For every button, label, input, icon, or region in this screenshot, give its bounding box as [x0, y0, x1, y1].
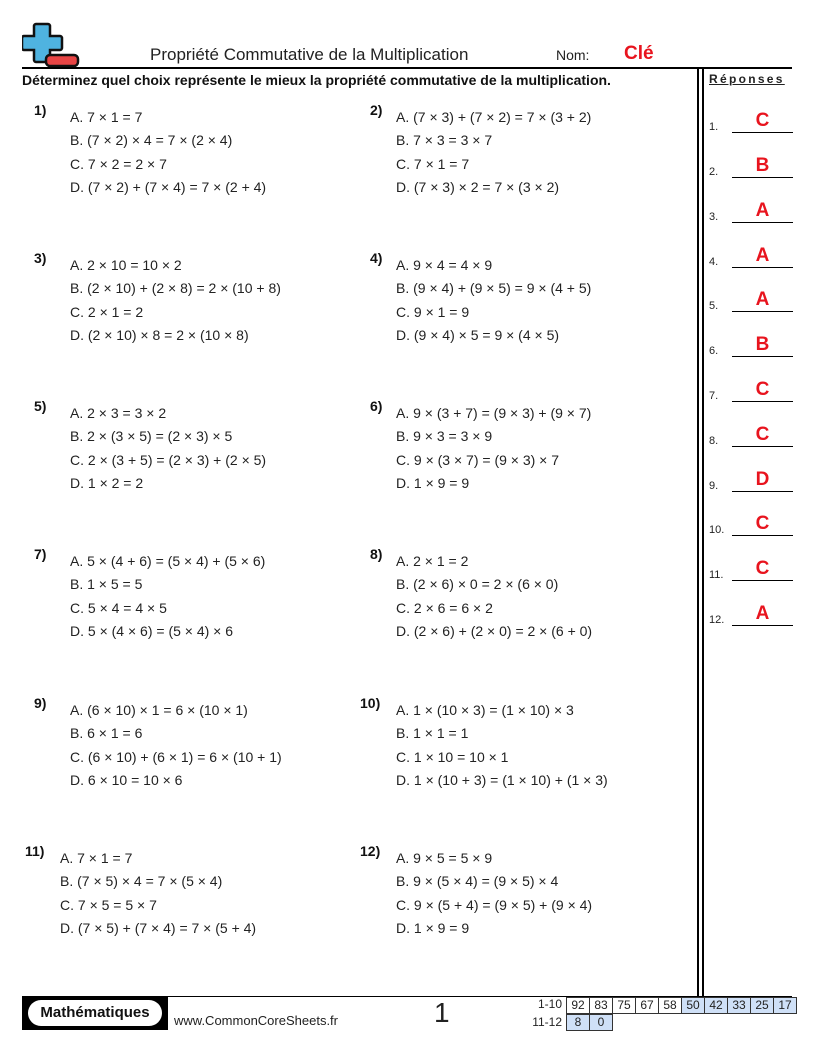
answer-6: 6. B	[709, 327, 793, 357]
choice-c: C. 7 × 5 = 5 × 7	[60, 896, 157, 913]
score-row-label: 11-12	[532, 1015, 562, 1029]
choice-b: B. 2 × (3 × 5) = (2 × 3) × 5	[70, 428, 233, 445]
score-cell: 83	[589, 997, 613, 1014]
answer-value: A	[755, 245, 770, 266]
choice-b: B. (7 × 2) × 4 = 7 × (2 × 4)	[70, 132, 233, 149]
choice-a: A. 9 × 4 = 4 × 9	[396, 257, 493, 273]
answer-10: 10. C	[709, 506, 793, 536]
answer-3: 3. A	[709, 193, 793, 223]
answer-11: 11. C	[709, 551, 793, 581]
choice-a: A. 2 × 10 = 10 × 2	[70, 257, 182, 273]
choice-b: B. (2 × 10) + (2 × 8) = 2 × (10 + 8)	[70, 280, 281, 297]
score-row-label: 1-10	[537, 997, 562, 1011]
problem-number: 11)	[25, 843, 45, 859]
answer-line	[732, 132, 793, 133]
choice-b: B. (7 × 5) × 4 = 7 × (5 × 4)	[60, 873, 223, 890]
choice-a: A. 9 × (3 + 7) = (9 × 3) + (9 × 7)	[396, 405, 592, 421]
choice-a: A. (6 × 10) × 1 = 6 × (10 × 1)	[70, 702, 248, 718]
answer-line	[732, 267, 793, 268]
score-cell: 33	[727, 997, 751, 1014]
answer-value: C	[755, 558, 770, 579]
choice-c: C. 1 × 10 = 10 × 1	[396, 748, 509, 765]
choice-d: D. (7 × 5) + (7 × 4) = 7 × (5 + 4)	[60, 919, 257, 936]
problem-number: 2)	[370, 102, 383, 118]
answer-value: C	[755, 424, 770, 445]
subject-badge: Mathématiques	[28, 1000, 162, 1026]
choice-c: C. (6 × 10) + (6 × 1) = 6 × (10 + 1)	[70, 748, 282, 765]
answer-line	[732, 356, 793, 357]
score-cell: 50	[681, 997, 705, 1014]
answer-value: D	[755, 469, 770, 490]
choice-c: C. 7 × 1 = 7	[396, 155, 470, 172]
score-cell: 0	[589, 1014, 613, 1031]
problem-number: 6)	[370, 398, 383, 414]
answer-line	[732, 446, 793, 447]
answer-12: 12. A	[709, 596, 793, 626]
answer-8: 8. C	[709, 417, 793, 447]
problem-number: 1)	[34, 102, 47, 118]
problem-number: 4)	[370, 250, 383, 266]
choice-c: C. 2 × (3 + 5) = (2 × 3) + (2 × 5)	[70, 451, 267, 468]
choice-d: D. 6 × 10 = 10 × 6	[70, 771, 183, 788]
choice-c: C. 2 × 1 = 2	[70, 303, 144, 320]
choice-d: D. 1 × 2 = 2	[70, 474, 144, 491]
answers-title: Réponses	[709, 72, 785, 86]
choice-c: C. 2 × 6 = 6 × 2	[396, 599, 493, 616]
answer-column-divider	[697, 69, 704, 996]
choice-a: A. 1 × (10 × 3) = (1 × 10) × 3	[396, 702, 574, 718]
answer-value: C	[755, 379, 770, 400]
choice-a: A. 7 × 1 = 7	[70, 109, 143, 125]
answer-value: C	[755, 513, 770, 534]
answer-line	[732, 177, 793, 178]
answer-value: A	[755, 289, 770, 310]
answer-4: 4. A	[709, 238, 793, 268]
choice-a: A. 5 × (4 + 6) = (5 × 4) + (5 × 6)	[70, 553, 266, 569]
score-cell: 75	[612, 997, 636, 1014]
score-cell: 92	[566, 997, 590, 1014]
choice-c: C. 9 × (5 + 4) = (9 × 5) + (9 × 4)	[396, 896, 593, 913]
choice-d: D. 5 × (4 × 6) = (5 × 4) × 6	[70, 622, 234, 639]
answer-value: B	[755, 334, 770, 355]
answer-value: A	[755, 603, 770, 624]
choice-d: D. (9 × 4) × 5 = 9 × (4 × 5)	[396, 326, 560, 343]
choice-c: C. 9 × 1 = 9	[396, 303, 470, 320]
choice-b: B. 6 × 1 = 6	[70, 725, 143, 742]
answer-line	[732, 222, 793, 223]
header-divider	[22, 67, 792, 69]
footer-url: www.CommonCoreSheets.fr	[174, 1013, 338, 1028]
choice-d: D. 1 × 9 = 9	[396, 919, 470, 936]
choice-b: B. 7 × 3 = 3 × 7	[396, 132, 493, 149]
choice-c: C. 9 × (3 × 7) = (9 × 3) × 7	[396, 451, 560, 468]
answer-line	[732, 401, 793, 402]
name-label: Nom:	[556, 47, 590, 63]
instructions: Déterminez quel choix représente le mieux la propriété commutative de la multiplication.	[22, 72, 611, 88]
answer-line	[732, 311, 793, 312]
problem-number: 5)	[34, 398, 47, 414]
choice-d: D. (2 × 6) + (2 × 0) = 2 × (6 + 0)	[396, 622, 593, 639]
choice-b: B. (2 × 6) × 0 = 2 × (6 × 0)	[396, 576, 559, 593]
page-number: 1	[434, 997, 450, 1028]
choice-b: B. 1 × 1 = 1	[396, 725, 469, 742]
choice-d: D. (7 × 2) + (7 × 4) = 7 × (2 + 4)	[70, 178, 267, 195]
choice-a: A. 7 × 1 = 7	[60, 850, 133, 866]
choice-a: A. 2 × 1 = 2	[396, 553, 469, 569]
choice-b: B. 1 × 5 = 5	[70, 576, 143, 593]
choice-d: D. (7 × 3) × 2 = 7 × (3 × 2)	[396, 178, 560, 195]
problem-number: 12)	[360, 843, 381, 859]
answer-value: C	[755, 110, 770, 131]
choice-c: C. 7 × 2 = 2 × 7	[70, 155, 167, 172]
answer-7: 7. C	[709, 372, 793, 402]
score-cell: 25	[750, 997, 774, 1014]
choice-b: B. (9 × 4) + (9 × 5) = 9 × (4 + 5)	[396, 280, 592, 297]
choice-d: D. 1 × 9 = 9	[396, 474, 470, 491]
score-cell: 8	[566, 1014, 590, 1031]
choice-d: D. (2 × 10) × 8 = 2 × (10 × 8)	[70, 326, 249, 343]
answer-9: 9. D	[709, 462, 793, 492]
choice-a: A. 2 × 3 = 3 × 2	[70, 405, 167, 421]
answer-value: B	[755, 155, 770, 176]
score-cell: 58	[658, 997, 682, 1014]
page-title: Propriété Commutative de la Multiplication	[150, 45, 469, 64]
answer-line	[732, 580, 793, 581]
choice-c: C. 5 × 4 = 4 × 5	[70, 599, 167, 616]
problem-number: 7)	[34, 546, 47, 562]
choice-d: D. 1 × (10 + 3) = (1 × 10) + (1 × 3)	[396, 771, 608, 788]
choice-a: A. 9 × 5 = 5 × 9	[396, 850, 493, 866]
choice-a: A. (7 × 3) + (7 × 2) = 7 × (3 + 2)	[396, 109, 592, 125]
answer-value: A	[755, 200, 770, 221]
plus-minus-logo-icon	[22, 22, 80, 68]
score-cell: 67	[635, 997, 659, 1014]
score-cell: 17	[773, 997, 797, 1014]
choice-b: B. 9 × (5 × 4) = (9 × 5) × 4	[396, 873, 559, 890]
answer-2: 2. B	[709, 148, 793, 178]
score-cell: 42	[704, 997, 728, 1014]
problem-number: 9)	[34, 695, 47, 711]
problem-number: 10)	[360, 695, 381, 711]
answer-line	[732, 491, 793, 492]
choice-b: B. 9 × 3 = 3 × 9	[396, 428, 493, 445]
problem-number: 8)	[370, 546, 383, 562]
problem-number: 3)	[34, 250, 47, 266]
answer-line	[732, 535, 793, 536]
name-value: Clé	[624, 43, 654, 64]
answer-line	[732, 625, 793, 626]
answer-5: 5. A	[709, 282, 793, 312]
answer-1: 1. C	[709, 103, 793, 133]
